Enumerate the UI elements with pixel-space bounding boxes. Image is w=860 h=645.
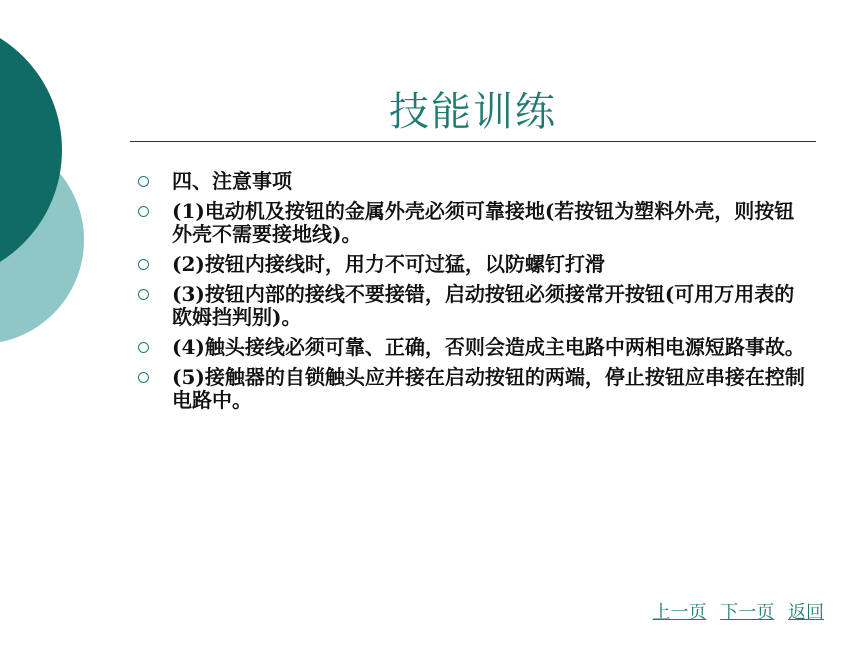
bullet-text: (1)电动机及按钮的金属外壳必须可靠接地(若按钮为塑料外壳，则按钮外壳不需要接地线)。 xyxy=(172,199,795,246)
bullet-item xyxy=(134,200,814,246)
title-divider xyxy=(130,141,816,142)
bullet-text: (5)接触器的自锁触头应并接在启动按钮的两端，停止按钮应串接在控制电路中。 xyxy=(172,365,805,412)
back-link[interactable]: 返回 xyxy=(788,602,824,623)
light-teal-circle xyxy=(0,136,84,344)
bullet-list xyxy=(134,170,814,419)
bullet-text: 四、注意事项 xyxy=(172,169,292,193)
bullet-icon xyxy=(138,342,149,353)
bullet-text: (4)触头接线必须可靠、正确，否则会造成主电路中两相电源短路事故。 xyxy=(172,335,805,359)
next-page-link[interactable]: 下一页 xyxy=(720,602,775,623)
bullet-icon xyxy=(138,372,149,383)
slide-title: 技能训练 xyxy=(389,89,557,135)
bullet-text: (2)按钮内接线时，用力不可过猛，以防螺钉打滑 xyxy=(172,252,605,276)
bullet-icon xyxy=(138,206,149,217)
bullet-item xyxy=(134,170,814,193)
slide-navigation xyxy=(645,598,824,624)
bullet-text: (3)按钮内部的接线不要接错，启动按钮必须接常开按钮(可用万用表的欧姆挡判别)。 xyxy=(172,282,795,329)
dark-teal-circle xyxy=(0,18,62,282)
prev-page-link[interactable]: 上一页 xyxy=(652,602,707,623)
bullet-icon xyxy=(138,259,149,270)
bullet-item xyxy=(134,336,814,359)
bullet-item xyxy=(134,253,814,276)
bullet-item xyxy=(134,283,814,329)
bullet-item xyxy=(134,366,814,412)
bullet-icon xyxy=(138,289,149,300)
bullet-icon xyxy=(138,176,149,187)
